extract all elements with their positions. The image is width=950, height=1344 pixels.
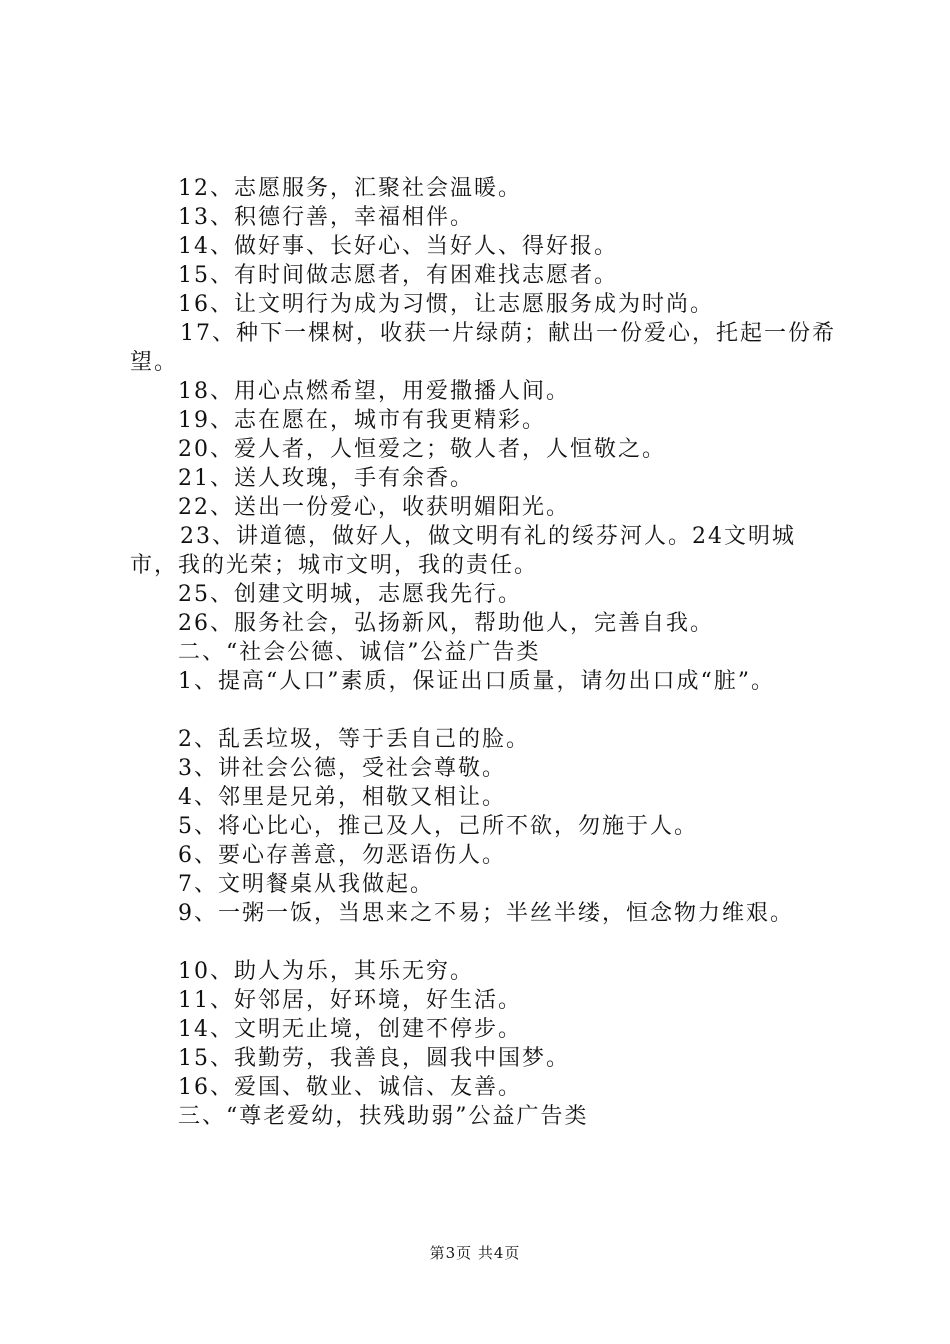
slogan-paragraph: 23、讲道德，做好人，做文明有礼的绥芬河人。24文明城市，我的光荣；城市文明，我的责任。 xyxy=(130,524,796,578)
slogan-line: 10、助人为乐，其乐无穷。 xyxy=(178,959,474,984)
slogan-line: 16、让文明行为成为习惯，让志愿服务成为时尚。 xyxy=(178,292,714,317)
slogan-line: 15、我勤劳，我善良，圆我中国梦。 xyxy=(178,1046,570,1071)
slogan-line: 16、爱国、敬业、诚信、友善。 xyxy=(178,1075,522,1100)
slogan-line: 19、志在愿在，城市有我更精彩。 xyxy=(178,408,546,433)
slogan-line: 14、做好事、长好心、当好人、得好报。 xyxy=(178,234,618,259)
slogan-line: 2、乱丢垃圾，等于丢自己的脸。 xyxy=(178,727,530,752)
section-heading: 二、“社会公德、诚信”公益广告类 xyxy=(178,640,541,665)
slogan-line: 15、有时间做志愿者，有困难找志愿者。 xyxy=(178,263,618,288)
slogan-line: 4、邻里是兄弟，相敬又相让。 xyxy=(178,785,506,810)
blank-line xyxy=(130,696,850,725)
slogan-line: 20、爱人者，人恒爱之；敬人者，人恒敬之。 xyxy=(178,437,666,462)
slogan-line: 3、讲社会公德，受社会尊敬。 xyxy=(178,756,506,781)
slogan-line: 18、用心点燃希望，用爱撒播人间。 xyxy=(178,379,570,404)
page-footer xyxy=(0,1243,950,1263)
blank-line xyxy=(130,928,850,957)
slogan-line: 1、提高“人口”素质，保证出口质量，请勿出口成“脏”。 xyxy=(178,669,775,694)
slogan-line: 13、积德行善，幸福相伴。 xyxy=(178,205,474,230)
slogan-line: 11、好邻居，好环境，好生活。 xyxy=(178,988,522,1013)
slogan-line: 14、文明无止境，创建不停步。 xyxy=(178,1017,522,1042)
slogan-line: 6、要心存善意，勿恶语伤人。 xyxy=(178,843,506,868)
slogan-line: 9、一粥一饭，当思来之不易；半丝半缕，恒念物力维艰。 xyxy=(178,901,794,926)
slogan-line: 5、将心比心，推己及人，己所不欲，勿施于人。 xyxy=(178,814,698,839)
slogan-line: 21、送人玫瑰，手有余香。 xyxy=(178,466,474,491)
slogan-line: 7、文明餐桌从我做起。 xyxy=(178,872,434,897)
section-heading: 三、“尊老爱幼，扶残助弱”公益广告类 xyxy=(178,1104,589,1129)
slogan-line: 25、创建文明城，志愿我先行。 xyxy=(178,582,522,607)
document-body xyxy=(130,174,850,1131)
slogan-line: 22、送出一份爱心，收获明媚阳光。 xyxy=(178,495,570,520)
slogan-paragraph: 17、种下一棵树，收获一片绿荫；献出一份爱心，托起一份希望。 xyxy=(130,321,836,375)
slogan-line: 26、服务社会，弘扬新风，帮助他人，完善自我。 xyxy=(178,611,714,636)
page-number: 第3页 共4页 xyxy=(429,1244,521,1262)
slogan-line: 12、志愿服务，汇聚社会温暖。 xyxy=(178,176,522,201)
